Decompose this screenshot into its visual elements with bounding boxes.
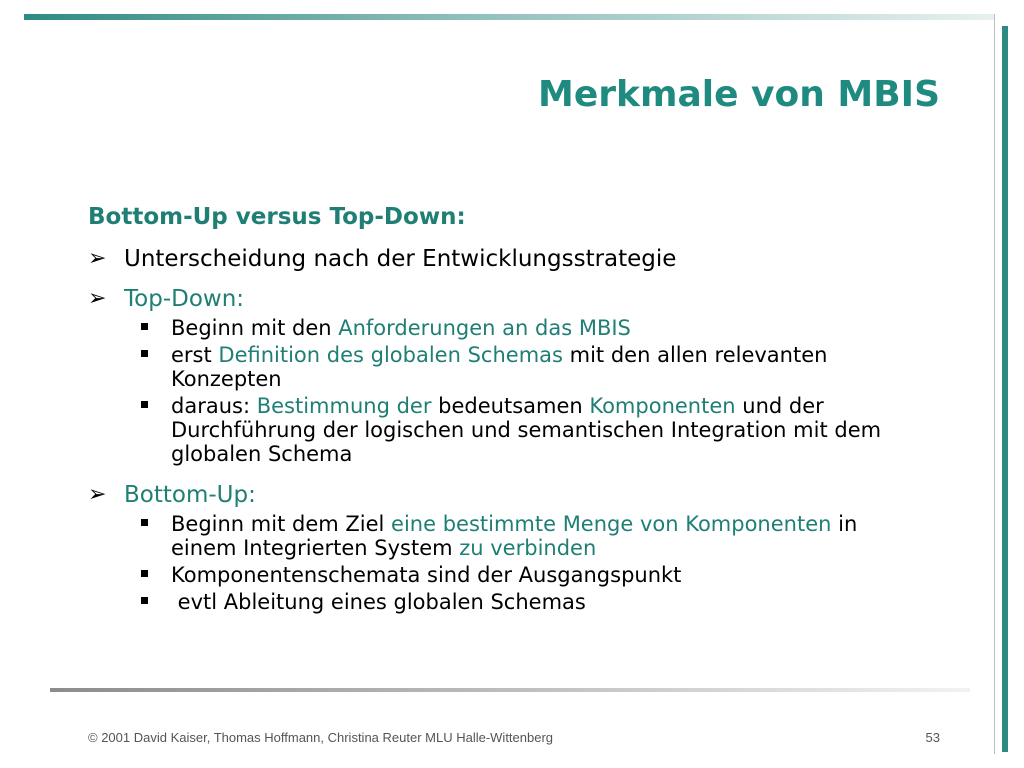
section-heading: Bottom-Up versus Top-Down: (88, 204, 466, 230)
square-bullet-icon (141, 401, 148, 408)
square-bullet-icon (141, 597, 148, 604)
bullet-text: Unterscheidung nach der Entwicklungsstrategie (124, 246, 677, 272)
bottomup-item-3: evtl Ableitung eines globalen Schemas (88, 590, 968, 614)
bullet-strategy (88, 244, 968, 274)
bullet-topdown (88, 284, 968, 314)
topdown-label: Top-Down: (124, 286, 245, 312)
bullet-bottomup (88, 480, 968, 510)
right-accent-bar (1002, 26, 1008, 752)
slide-body (88, 204, 968, 614)
square-bullet-icon (141, 570, 148, 577)
topdown-item-3: daraus: Bestimmung der bedeutsamen Komponenten und der Durchführung der logischen und semantischen Integration mit dem globalen Schema (88, 394, 968, 466)
topdown-item-2: erst Definition des globalen Schemas mit den allen relevanten Konzepten (88, 343, 968, 391)
arrow-bullet-icon: ➢ (88, 482, 107, 507)
topdown-item-1: Beginn mit den Anforderungen an das MBIS (88, 316, 968, 340)
bottomup-item-1: Beginn mit dem Ziel eine bestimmte Menge von Komponenten in einem Integrierten System zu verbinden (88, 512, 968, 560)
arrow-bullet-icon: ➢ (88, 246, 107, 271)
arrow-bullet-icon: ➢ (88, 286, 107, 311)
footer-copyright: © 2001 David Kaiser, Thomas Hoffmann, Christina Reuter MLU Halle-Wittenberg (88, 730, 554, 745)
bottomup-item-2: Komponentenschemata sind der Ausgangspunkt (88, 563, 968, 587)
square-bullet-icon (141, 519, 148, 526)
top-decor-rule (24, 14, 1002, 20)
footer-divider (50, 688, 970, 692)
page-number: 53 (925, 730, 940, 745)
square-bullet-icon (141, 323, 148, 330)
square-bullet-icon (141, 350, 148, 357)
slide-title: Merkmale von MBIS (538, 74, 940, 115)
bottomup-label: Bottom-Up: (124, 482, 256, 508)
